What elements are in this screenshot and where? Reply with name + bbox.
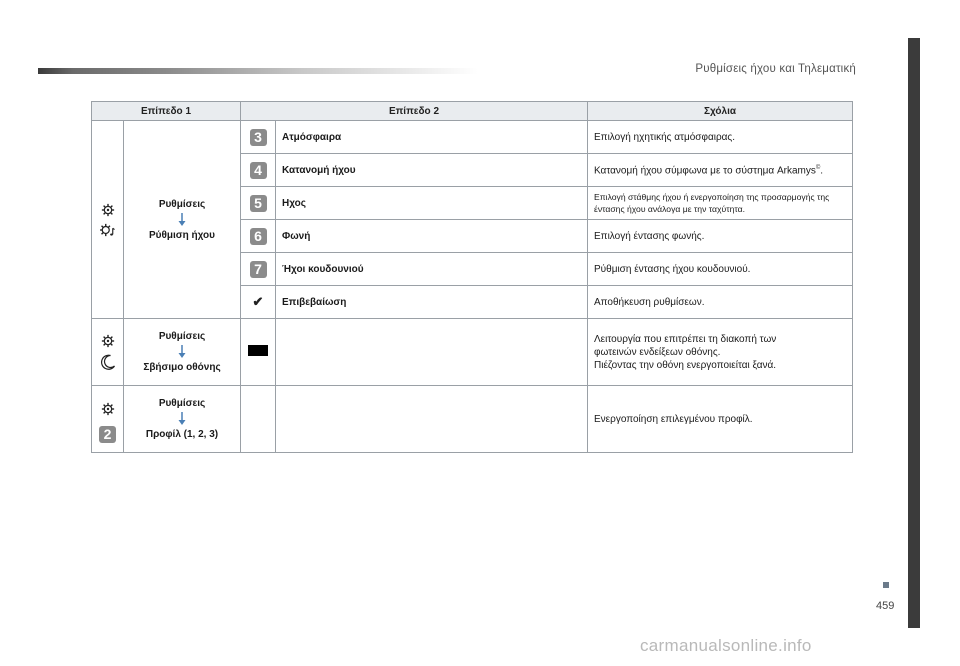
badge-cell: [241, 253, 276, 286]
level2-label: Ατμόσφαιρα: [276, 121, 588, 154]
comment-text: [588, 319, 853, 386]
comment-text: Ενεργοποίηση επιλεγμένου προφίλ.: [588, 386, 853, 453]
check-icon: ✔: [252, 294, 264, 309]
empty-level2: [276, 386, 588, 453]
settings-table: [91, 101, 853, 453]
page-header-title: Ρυθμίσεις ήχου και Τηλεματική: [695, 63, 856, 75]
page-marker: [883, 582, 889, 588]
arrow-down-icon: [177, 412, 187, 426]
header-level2: Επίπεδο 2: [241, 102, 588, 121]
number-badge: 3: [250, 129, 267, 146]
gear-icon: [101, 203, 115, 217]
comment-text: Επιλογή ηχητικής ατμόσφαιρας.: [588, 121, 853, 154]
watermark-text: carmanualsonline.info: [640, 636, 812, 655]
comment-text: Επιλογή έντασης φωνής.: [588, 220, 853, 253]
level2-label: Επιβεβαίωση: [276, 286, 588, 319]
empty-num: [241, 386, 276, 453]
comment-text: Αποθήκευση ρυθμίσεων.: [588, 286, 853, 319]
black-screen-icon: [248, 345, 268, 356]
comment-line: φωτεινών ενδείξεων οθόνης.: [594, 346, 721, 358]
level1-sound-setting-label: Ρύθμιση ήχου: [149, 229, 215, 241]
page-number: 459: [876, 600, 895, 612]
arrow-down-icon: [177, 345, 187, 359]
level1-settings-label: Ρυθμίσεις: [158, 398, 206, 409]
group1-icons: [92, 121, 124, 319]
comment-line: Λειτουργία που επιτρέπει τη διακοπή των: [594, 333, 777, 345]
empty-level2: [276, 319, 588, 386]
table-row: [92, 386, 853, 453]
level1-profile-label: Προφίλ (1, 2, 3): [145, 429, 219, 440]
comment-line: Πιέζοντας την οθόνη ενεργοποιείται ξανά.: [594, 359, 777, 371]
level2-label: Κατανομή ήχου: [276, 154, 588, 187]
arrow-down-icon: [177, 213, 187, 227]
group2-level1: [124, 319, 241, 386]
header-comments: Σχόλια: [588, 102, 853, 121]
copyright-symbol: ©: [815, 165, 821, 172]
gear-icon: [101, 334, 115, 348]
number-badge: 2: [99, 426, 116, 443]
number-badge: 7: [250, 261, 267, 278]
table-header-row: [92, 102, 853, 121]
number-badge: 5: [250, 195, 267, 212]
table-row: [92, 319, 853, 386]
gear-music-icon: [99, 223, 116, 237]
comment-text: Ρύθμιση έντασης ήχου κουδουνιού.: [588, 253, 853, 286]
badge-cell: [241, 154, 276, 187]
comment-end: .: [820, 165, 824, 177]
group3-icons: [92, 386, 124, 453]
group1-level1: [124, 121, 241, 319]
moon-icon: [100, 354, 116, 370]
level2-label: Φωνή: [276, 220, 588, 253]
number-badge: 6: [250, 228, 267, 245]
side-edge-bar: [908, 38, 920, 628]
level1-settings-label: Ρυθμίσεις: [158, 198, 206, 210]
level1-settings-label: Ρυθμίσεις: [158, 331, 206, 342]
screen-off-icon-cell: [241, 319, 276, 386]
comment-main: Κατανομή ήχου σύμφωνα με το σύστημα Arkamys: [594, 165, 816, 177]
number-badge: 4: [250, 162, 267, 179]
group3-level1: [124, 386, 241, 453]
check-cell: [241, 286, 276, 319]
badge-cell: [241, 121, 276, 154]
level1-screen-off-label: Σβήσιμο οθόνης: [143, 362, 221, 373]
table-row: [92, 121, 853, 154]
badge-cell: [241, 187, 276, 220]
group2-icons: [92, 319, 124, 386]
badge-cell: [241, 220, 276, 253]
comment-text: Επιλογή στάθμης ήχου ή ενεργοποίηση της προσαρμογής της έντασης ήχου ανάλογα με την ταχύτητα.: [588, 187, 853, 220]
gear-icon: [101, 402, 115, 416]
level2-label: Ήχοι κουδουνιού: [276, 253, 588, 286]
header-level1: Επίπεδο 1: [92, 102, 241, 121]
level2-label: Ηχος: [276, 187, 588, 220]
header-gradient-bar: [38, 68, 478, 74]
comment-text: [588, 154, 853, 187]
